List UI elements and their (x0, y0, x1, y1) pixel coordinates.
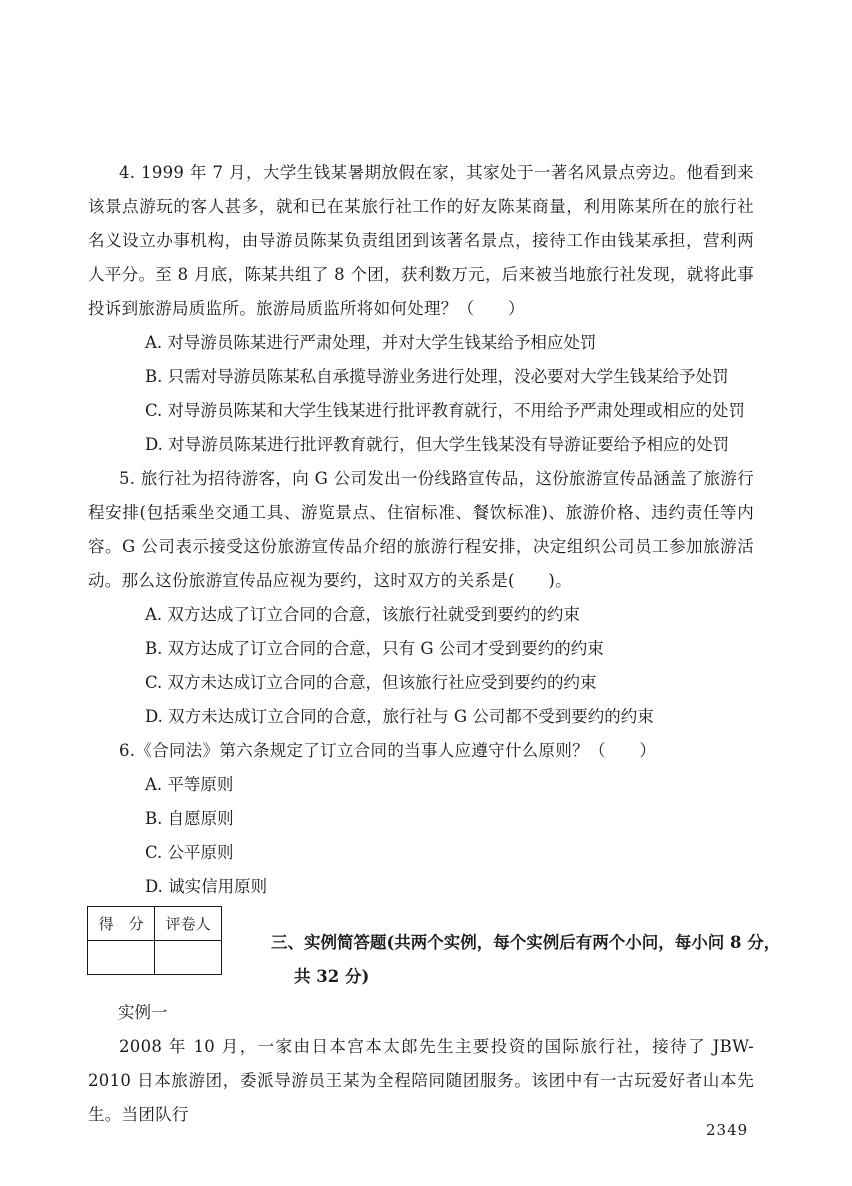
section-3-heading-line-1: 三、实例简答题(共两个实例，每个实例后有两个小问，每小问 8 分， (271, 933, 781, 952)
question-6-option-d: D. 诚实信用原则 (145, 877, 268, 896)
page-number: 2349 (706, 1121, 749, 1139)
question-5-option-d: D. 双方未达成订立合同的合意，旅行社与 G 公司都不受到要约的约束 (145, 707, 654, 726)
question-4-option-c: C. 对导游员陈某和大学生钱某进行批评教育就行，不用给予严肃处理或相应的处罚 (145, 401, 746, 420)
score-label: 得 分 (88, 907, 155, 941)
question-6-option-a: A. 平等原则 (145, 775, 234, 794)
case-1-title: 实例一 (118, 1003, 168, 1022)
grader-field (155, 941, 222, 975)
question-5-stem: 5. 旅行社为招待游客，向 G 公司发出一份线路宣传品，这份旅游宣传品涵盖了旅游行程安排(包括乘坐交通工具、游览景点、住宿标准、餐饮标准)、旅游价格、违约责任等内容。G 公司表示接受这份旅游宣传品介绍的旅游行程安排，决定组织公司员工参加旅游活动。那么这份旅游宣传品应视为要约，这时双方的关系是( )。 (88, 469, 754, 590)
question-5-option-b: B. 双方达成了订立合同的合意，只有 G 公司才受到要约的约束 (145, 639, 604, 658)
question-5-option-a: A. 双方达成了订立合同的合意，该旅行社就受到要约的约束 (145, 605, 580, 624)
score-box (87, 906, 222, 975)
grader-label: 评卷人 (155, 907, 222, 941)
question-4-option-a: A. 对导游员陈某进行严肃处理，并对大学生钱某给予相应处罚 (145, 333, 597, 352)
question-5-option-c: C. 双方未达成订立合同的合意，但该旅行社应受到要约的约束 (145, 673, 597, 692)
question-4-option-b: B. 只需对导游员陈某私自承揽导游业务进行处理，没必要对大学生钱某给予处罚 (145, 367, 729, 386)
case-1-text: 2008 年 10 月，一家由日本宫本太郎先生主要投资的国际旅行社，接待了 JBW-2010 日本旅游团，委派导游员王某为全程陪同随团服务。该团中有一古玩爱好者山本先生。当团队行 (88, 1037, 754, 1124)
score-field (88, 941, 155, 975)
question-6-stem: 6.《合同法》第六条规定了订立合同的当事人应遵守什么原则？（ ） (119, 741, 657, 760)
question-6-option-b: B. 自愿原则 (145, 809, 234, 828)
question-6-option-c: C. 公平原则 (145, 843, 234, 862)
section-3-heading-line-2: 共 32 分) (294, 967, 370, 986)
question-4-stem: 4. 1999 年 7 月，大学生钱某暑期放假在家，其家处于一著名风景点旁边。他看到来该景点游玩的客人甚多，就和已在某旅行社工作的好友陈某商量，利用陈某所在的旅行社名义设立办事机构，由导游员陈某负责组团到该著名景点，接待工作由钱某承担，营利两人平分。至 8 月底，陈某共组了 8 个团，获利数万元，后来被当地旅行社发现，就将此事投诉到旅游局质监所。旅游局质监所将如何处理？（ ） (88, 163, 754, 318)
question-4-option-d: D. 对导游员陈某进行批评教育就行，但大学生钱某没有导游证要给予相应的处罚 (145, 435, 730, 454)
